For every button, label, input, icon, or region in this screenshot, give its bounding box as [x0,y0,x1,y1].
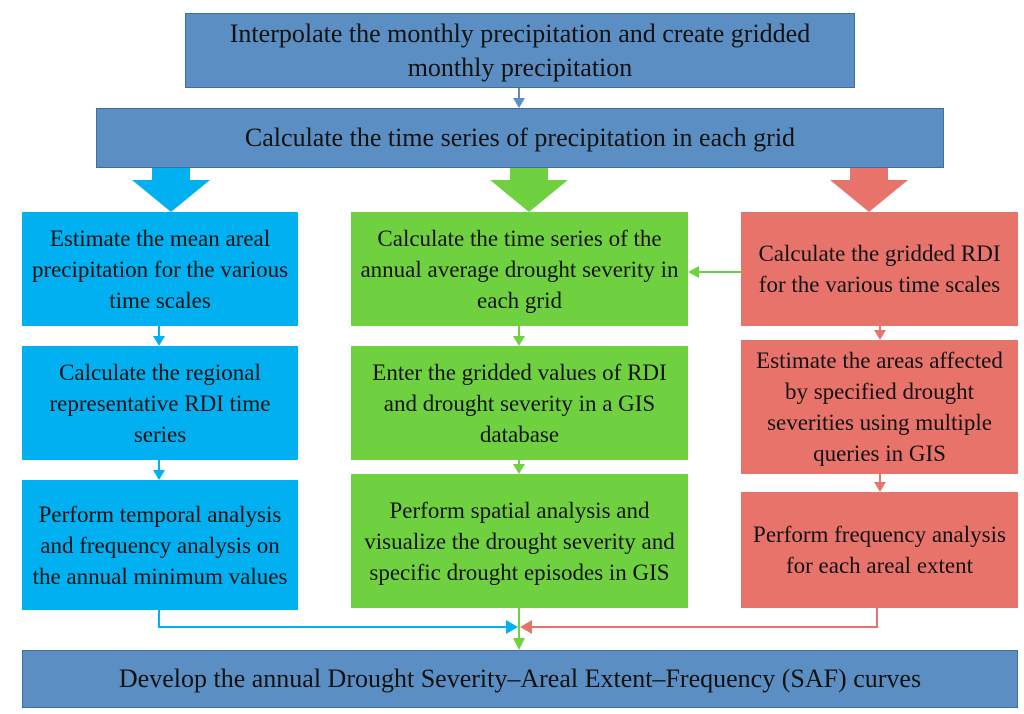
block-arrow-red [830,168,908,212]
bottom-saf-box: Develop the annual Drought Severity–Areal Extent–Frequency (SAF) curves [22,650,1018,708]
left-box-1: Estimate the mean areal precipitation for the various time scales [22,212,298,326]
left-box-3: Perform temporal analysis and frequency analysis on the annual minimum values [22,480,298,610]
left-box-2: Calculate the regional representative RDI time series [22,346,298,460]
middle-box-2: Enter the gridded values of RDI and drought severity in a GIS database [351,346,688,460]
block-arrow-blue [132,168,210,212]
right-box-3: Perform frequency analysis for each areal extent [741,492,1018,608]
middle-box-1: Calculate the time series of the annual average drought severity in each grid [351,212,688,326]
arrow-top-to-calc [513,98,525,108]
arrow-red-to-green [688,266,699,278]
right-box-1: Calculate the gridded RDI for the various time scales [741,212,1018,326]
block-arrow-green [490,168,568,212]
calc-precipitation-box: Calculate the time series of precipitation in each grid [96,108,944,168]
right-box-2: Estimate the areas affected by specified drought severities using multiple queries in GIS [741,340,1018,474]
top-box: Interpolate the monthly precipitation and create gridded monthly precipitation [185,13,855,88]
middle-box-3: Perform spatial analysis and visualize the drought severity and specific drought episodes in GIS [351,474,688,608]
